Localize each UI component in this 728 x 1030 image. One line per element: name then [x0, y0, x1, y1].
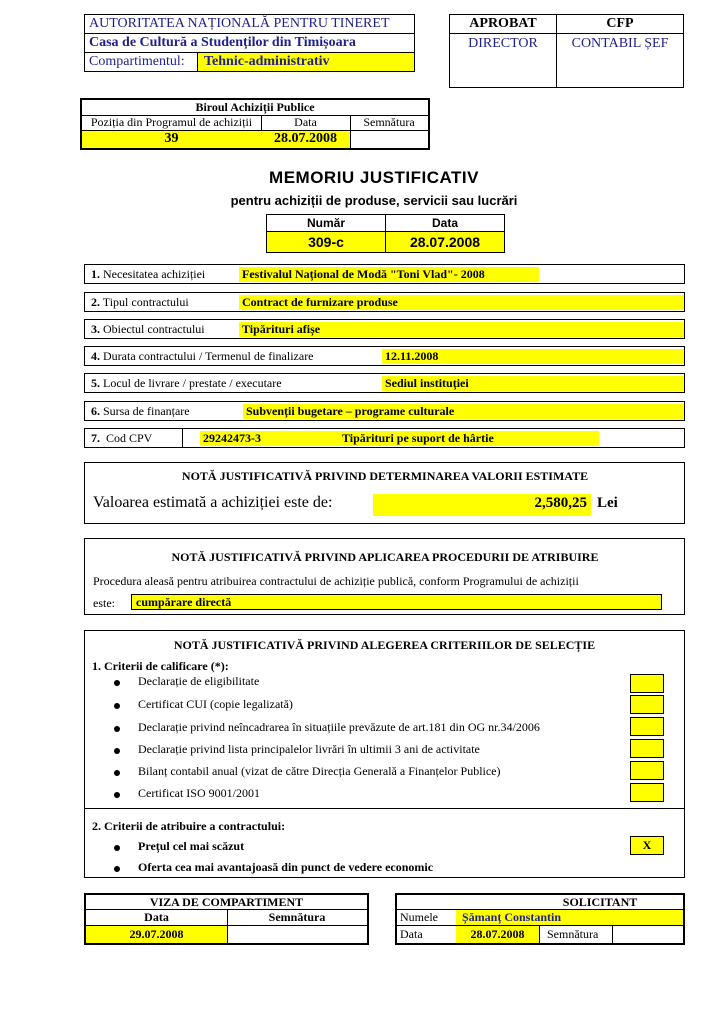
procedure-text: Procedura aleasă pentru atribuirea contractului de achiziție publică, conform Programului de achiziții: [93, 574, 579, 588]
qualification-checkbox[interactable]: [630, 761, 664, 780]
field-4: [84, 346, 685, 366]
procedure-title: NOTĂ JUSTIFICATIVĂ PRIVIND APLICAREA PROCEDURII DE ATRIBUIRE: [171, 550, 599, 564]
qualification-checkbox[interactable]: [630, 717, 664, 736]
procedure-box: [84, 538, 685, 615]
field-value: Contract de furnizare produse: [239, 295, 684, 310]
field-num: 4.: [91, 349, 100, 363]
field-label: Cod CPV: [106, 431, 153, 445]
procedure-is-label: este:: [93, 596, 115, 610]
field-6: [84, 401, 685, 421]
bullet-icon: [114, 792, 120, 798]
field-num: 6.: [91, 404, 100, 418]
bullet-icon: [114, 726, 120, 732]
requester-signature-value: [612, 926, 683, 943]
field-3: [84, 319, 685, 339]
qualification-checkbox[interactable]: [630, 783, 664, 802]
procedure-value: cumpărare directă: [131, 594, 662, 610]
requester-name-value: Șămanț Constantin: [456, 910, 683, 926]
po-signature-label: Semnătura: [350, 115, 428, 131]
field-value: Festivalul Național de Modă "Toni Vlad"- 2008: [239, 267, 539, 282]
position-value: 39: [82, 131, 262, 148]
qualification-item-label: Bilanț contabil anual (vizat de către Direcția Generală a Finanțelor Publice): [138, 764, 501, 778]
qualification-item-label: Certificat ISO 9001/2001: [138, 786, 260, 800]
po-date-value: 28.07.2008: [261, 131, 351, 148]
department-value: Tehnic-administrativ: [197, 52, 415, 72]
qualification-item-label: Certificat CUI (copie legalizată): [138, 697, 293, 711]
institution-name: Casa de Cultură a Studenților din Timișoara: [84, 33, 415, 53]
authority-name: AUTORITATEA NAȚIONALĂ PENTRU TINERET: [84, 14, 415, 34]
field-5: [84, 373, 685, 393]
requester-signature-label: Semnătura: [539, 926, 613, 943]
department-label: Compartimentul:: [84, 52, 198, 72]
visa-signature-value: [227, 926, 367, 943]
field-value: Sediul instituției: [382, 376, 684, 391]
field-value: Tipărituri afișe: [239, 322, 684, 337]
field-label: Sursa de finanțare: [103, 404, 190, 418]
field-1: [84, 264, 685, 284]
qualification-item-label: Declarație privind lista principalelor livrări în ultimii 3 ani de activitate: [138, 742, 480, 756]
criteria-title: NOTĂ JUSTIFICATIVĂ PRIVIND ALEGEREA CRITERIILOR DE SELECȚIE: [173, 638, 596, 652]
visa-signature-label: Semnătura: [227, 910, 367, 926]
memo-date-label: Data: [385, 214, 505, 232]
approved-label: APROBAT: [449, 14, 557, 34]
approved-role: DIRECTOR: [449, 33, 557, 88]
field-label: Locul de livrare / prestate / executare: [103, 376, 282, 390]
qualification-checkbox[interactable]: [630, 674, 664, 693]
qualification-checkbox[interactable]: [630, 739, 664, 758]
visa-date-value: 29.07.2008: [86, 926, 228, 943]
field-num: 3.: [91, 322, 100, 336]
estimate-title: NOTĂ JUSTIFICATIVĂ PRIVIND DETERMINAREA VALORII ESTIMATE: [181, 469, 589, 483]
cpv-label-box: [85, 429, 183, 447]
memo-number-value: 309-c: [266, 231, 386, 253]
field-7: [84, 428, 685, 448]
qualification-item-label: Declarație privind neîncadrarea în situațiile prevăzute de art.181 din OG nr.34/2006: [138, 720, 540, 734]
bullet-icon: [114, 770, 120, 776]
cpv-description-value: Tipărituri pe suport de hârtie: [339, 431, 599, 446]
award-item-label: Prețul cel mai scăzut: [138, 839, 245, 853]
field-value: 12.11.2008: [382, 349, 684, 364]
field-num: 1.: [91, 267, 100, 281]
memo-subtitle: pentru achiziții de produse, servicii sau lucrări: [230, 193, 518, 208]
estimate-label: Valoarea estimată a achiziției este de:: [93, 494, 333, 511]
award-item-label: Oferta cea mai avantajoasă din punct de vedere economic: [138, 860, 434, 874]
visa-title: VIZA DE COMPARTIMENT: [86, 895, 367, 910]
estimate-box: [84, 462, 685, 524]
qualification-checkbox[interactable]: [630, 695, 664, 714]
field-num: 5.: [91, 376, 100, 390]
po-signature-value: [350, 131, 428, 148]
award-checkbox-lowest-price[interactable]: X: [630, 836, 664, 855]
field-num: 2.: [91, 295, 100, 309]
field-label: Tipul contractului: [102, 295, 189, 309]
cpv-code-value: 29242473-3: [200, 431, 340, 446]
requester-date-value: 28.07.2008: [456, 926, 540, 943]
bullet-icon: [114, 845, 120, 851]
bullet-icon: [114, 866, 120, 872]
memo-date-value: 28.07.2008: [385, 231, 505, 253]
field-label: Necesitatea achiziției: [103, 267, 206, 281]
field-value: Subvenții bugetare – programe culturale: [243, 404, 684, 419]
field-num: 7.: [91, 431, 100, 445]
award-title: 2. Criterii de atribuire a contractului:: [92, 819, 286, 833]
bullet-icon: [114, 748, 120, 754]
requester-date-label: Data: [397, 926, 457, 943]
po-date-label: Data: [261, 115, 351, 131]
cfp-role: CONTABIL ȘEF: [556, 33, 684, 88]
cfp-label: CFP: [556, 14, 684, 34]
field-label: Obiectul contractului: [103, 322, 205, 336]
qualification-item-label: Declarație de eligibilitate: [138, 674, 260, 688]
field-2: [84, 292, 685, 312]
requester-name-label: Numele: [397, 910, 457, 926]
memo-title: MEMORIU JUSTIFICATIV: [269, 168, 479, 187]
procurement-office-title: Biroul Achiziții Publice: [82, 100, 428, 116]
field-label: Durata contractului / Termenul de finalizare: [103, 349, 314, 363]
requester-title: SOLICITANT: [397, 895, 683, 910]
position-label: Poziția din Programul de achiziții: [82, 115, 262, 131]
criteria-divider: [84, 808, 685, 809]
memo-number-label: Număr: [266, 214, 386, 232]
visa-date-label: Data: [86, 910, 228, 926]
bullet-icon: [114, 703, 120, 709]
estimate-value: 2,580,25: [373, 494, 591, 516]
bullet-icon: [114, 680, 120, 686]
estimate-currency: Lei: [597, 495, 618, 511]
qualification-title: 1. Criterii de calificare (*):: [92, 659, 229, 673]
